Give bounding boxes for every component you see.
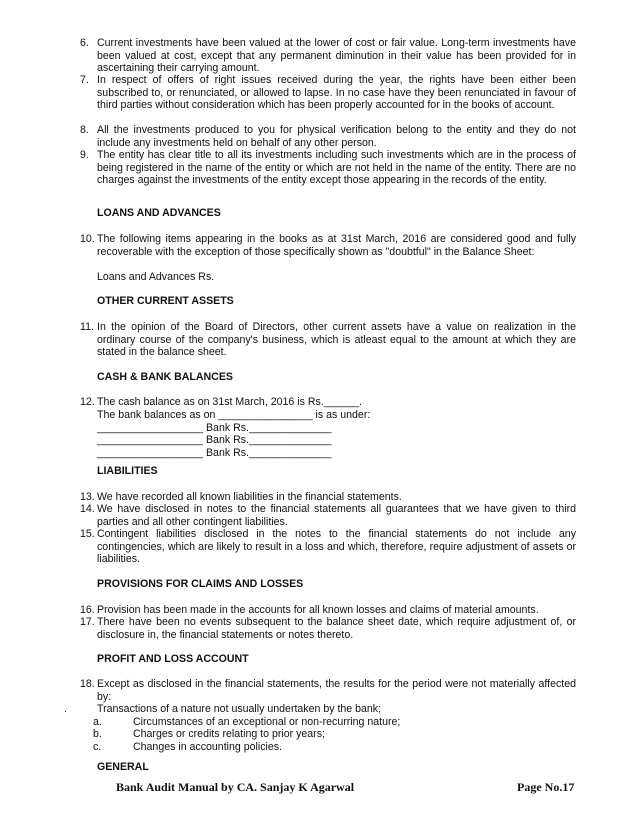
bullet-dot: . [64,703,67,715]
item-text: We have recorded all known liabilities in the financial statements. [97,491,402,503]
section-heading-general: GENERAL [97,761,149,773]
item-number: 16. [80,604,95,616]
item-number: 6. [80,37,89,49]
item-text: There have been no events subsequent to the balance sheet date, which require adjustment of, or disclosure in, the financial statements or notes thereto. [97,616,576,641]
item-number: 12. [80,396,95,408]
item-number: 9. [80,149,89,161]
footer-title: Bank Audit Manual by CA. Sanjay K Agarwal [116,780,355,794]
sub-item-text: Changes in accounting policies. [133,741,282,753]
section-heading-other-assets: OTHER CURRENT ASSETS [97,295,234,307]
section-heading-provisions: PROVISIONS FOR CLAIMS AND LOSSES [97,578,304,590]
item-text: Except as disclosed in the financial statements, the results for the period were not materially affected by: [97,678,576,703]
section-heading-cash: CASH & BANK BALANCES [97,371,233,383]
cash-balance-line: The cash balance as on 31st March, 2016 is Rs.______. [97,396,363,408]
item-text: Contingent liabilities disclosed in the notes to the financial statements do not include any contingencies, which are likely to result in a loss and which, therefore, require adjustment of assets or liabilities. [97,528,576,566]
bullet-text: Transactions of a nature not usually undertaken by the bank; [97,703,382,715]
section-heading-liabilities: LIABILITIES [97,465,158,477]
item-number: 13. [80,491,95,503]
item-text: The entity has clear title to all its investments including such investments which are in the process of being registered in the name of the entity or which are not held in the name of the entity. There are no charges against the investments of the entity except those appearing in the records of the entity. [97,149,576,187]
loans-amount-line: Loans and Advances Rs. [97,271,215,283]
footer-page-number: Page No.17 [517,780,575,794]
bank-line: __________________ Bank Rs.______________ [97,422,332,434]
item-text: Provision has been made in the accounts for all known losses and claims of material amounts. [97,604,539,616]
item-text: Current investments have been valued at the lower of cost or fair value. Long-term investments have been valued at cost, except that any permanent diminution in their value has been provided for in ascertaining their carrying amount. [97,37,576,75]
item-text: In the opinion of the Board of Directors, other current assets have a value on realization in the ordinary course of the company's business, which is atleast equal to the amount at which they are stated in the balance sheet. [97,321,576,359]
sub-item-letter: c. [93,741,102,753]
item-number: 11. [80,321,94,333]
item-text: We have disclosed in notes to the financial statements all guarantees that we have given to third parties and all other contingent liabilities. [97,503,576,528]
item-number: 17. [80,616,95,628]
bank-line: __________________ Bank Rs.______________ [97,447,332,459]
section-heading-loans: LOANS AND ADVANCES [97,207,221,219]
sub-item-letter: a. [93,716,102,728]
section-heading-profit-loss: PROFIT AND LOSS ACCOUNT [97,653,249,665]
item-text: In respect of offers of right issues received during the year, the rights have been either been subscribed to, or renunciated, or allowed to lapse. In no case have they been renunciated in favour of third parties without consideration which has been properly accounted for in the books of account. [97,74,576,112]
item-number: 14. [80,503,95,515]
item-number: 10. [80,233,95,245]
item-number: 18. [80,678,95,690]
sub-item-letter: b. [93,728,102,740]
bank-line: __________________ Bank Rs.______________ [97,434,332,446]
item-number: 15. [80,528,95,540]
item-text: All the investments produced to you for physical verification belong to the entity and they do not include any investments held on behalf of any other person. [97,124,576,149]
bank-balance-line: The bank balances as on ________________ is as under: [97,409,371,421]
item-number: 8. [80,124,89,136]
sub-item-text: Circumstances of an exceptional or non-recurring nature; [133,716,401,728]
item-text: The following items appearing in the books as at 31st March, 2016 are considered good and fully recoverable with the exception of those specifically shown as "doubtful" in the Balance Sheet: [97,233,576,258]
sub-item-text: Charges or credits relating to prior years; [133,728,325,740]
item-number: 7. [80,74,89,86]
